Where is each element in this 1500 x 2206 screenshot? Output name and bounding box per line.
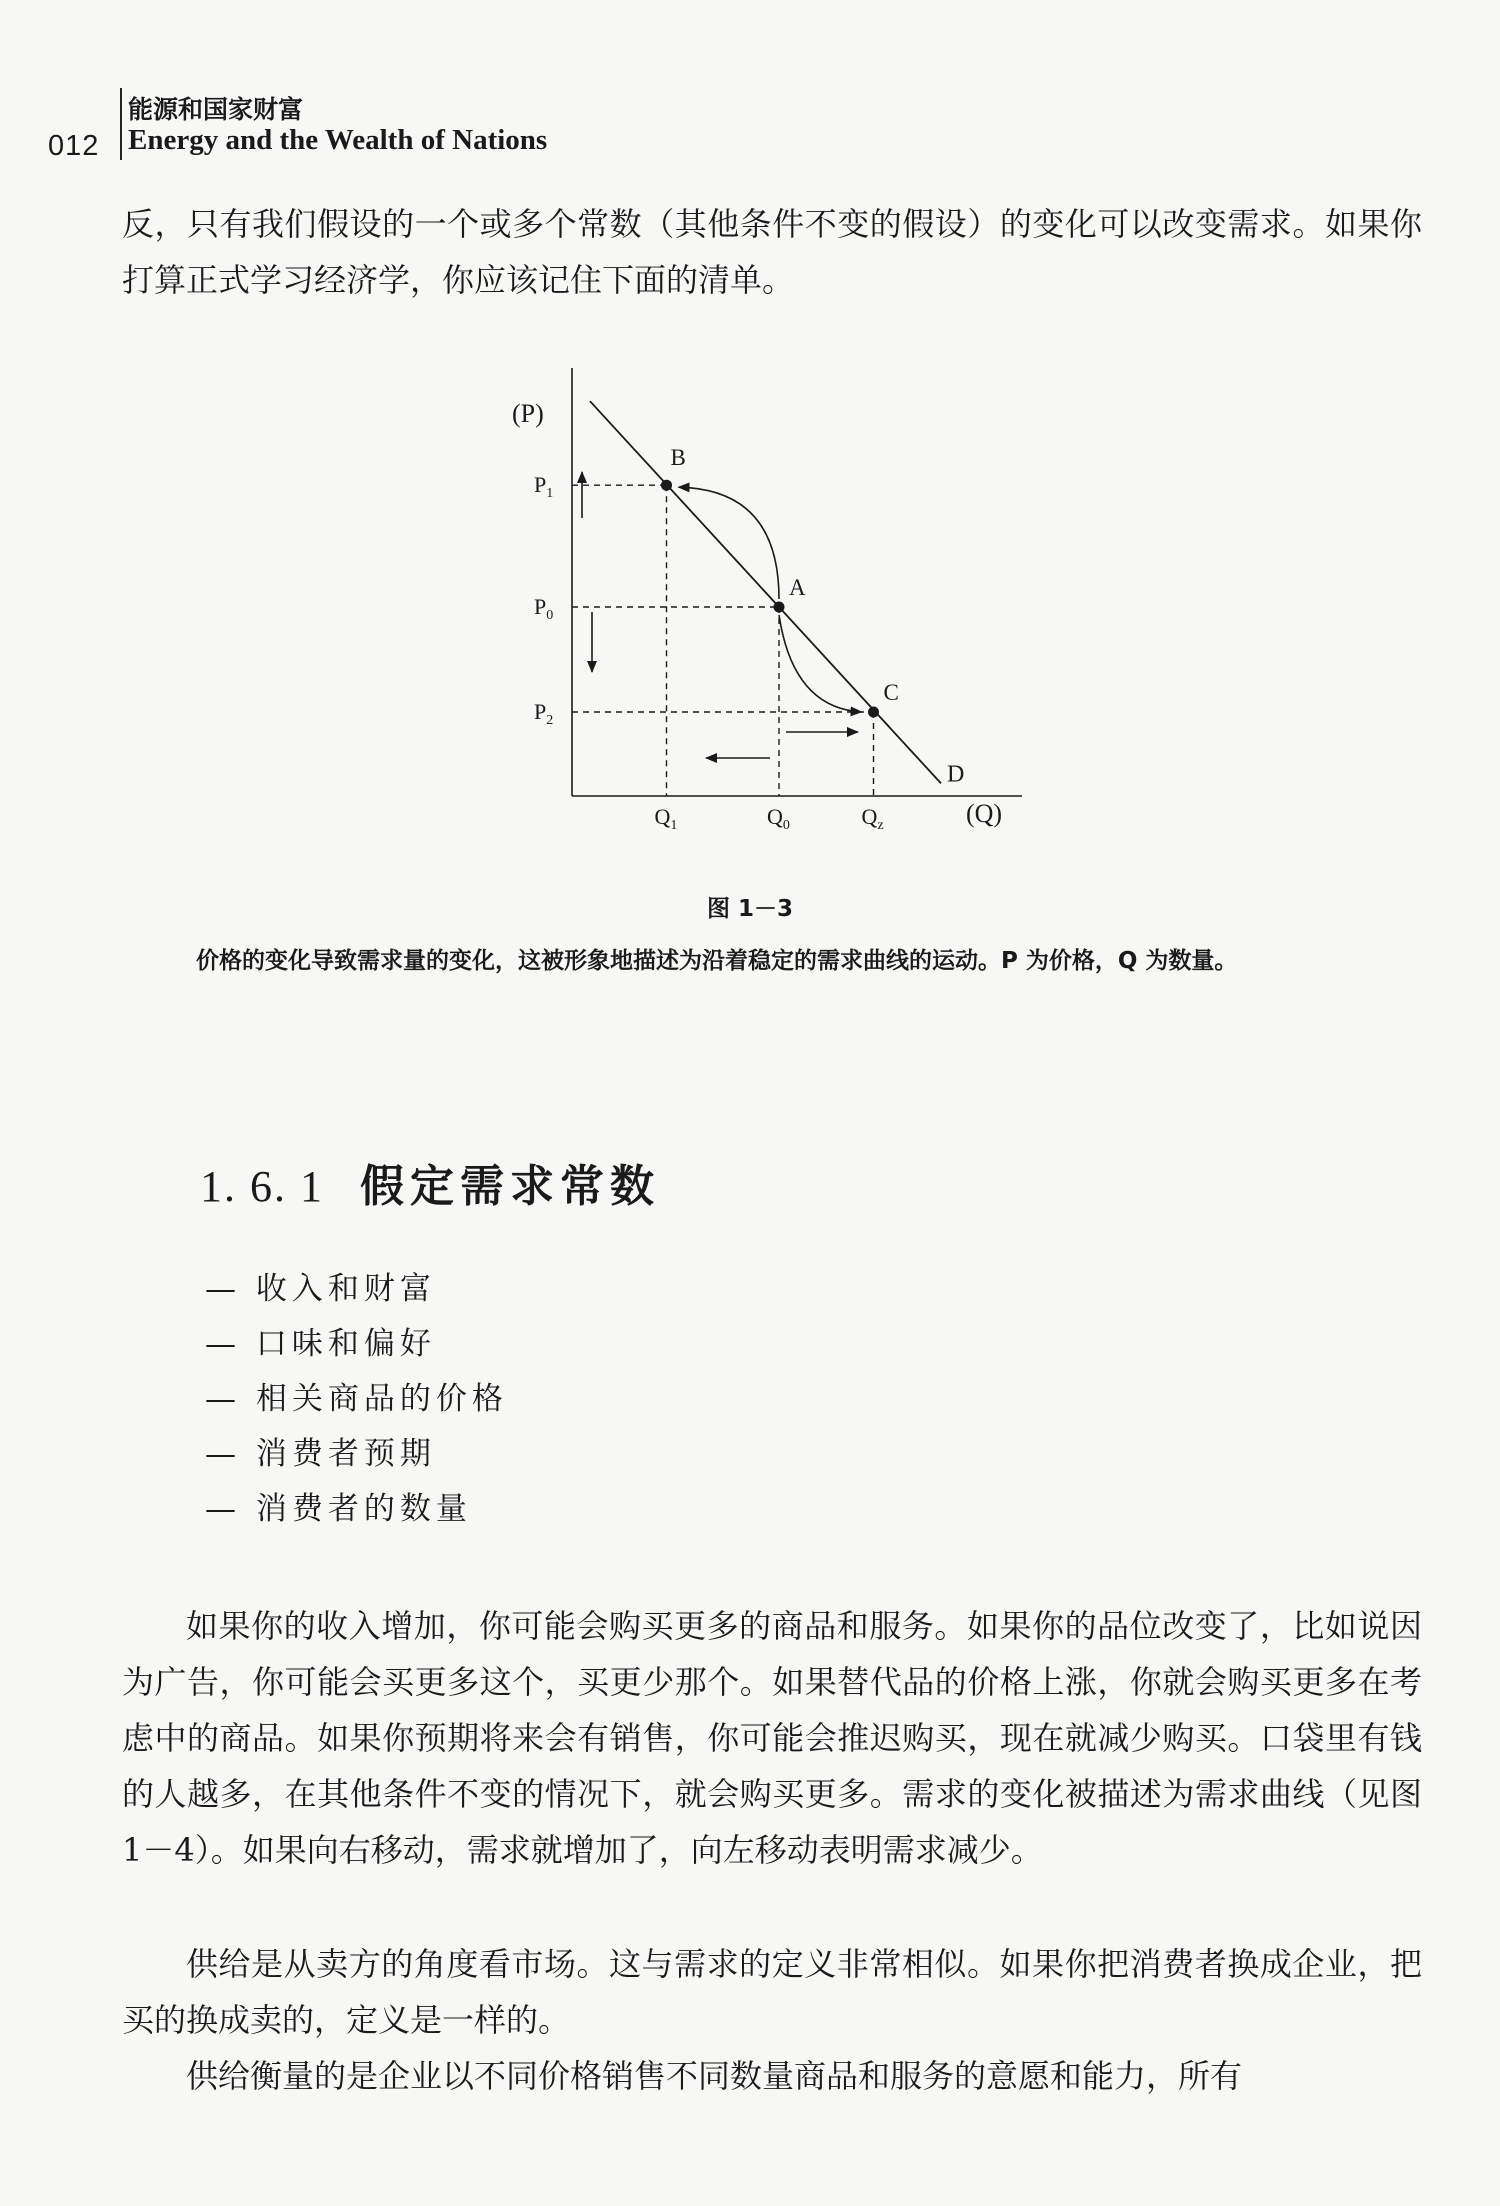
book-title-en: Energy and the Wealth of Nations	[128, 124, 548, 156]
list-item: — 相关商品的价格	[205, 1381, 508, 1417]
x-axis-label: (Q)	[966, 799, 1003, 828]
section-heading	[200, 1150, 660, 1214]
movement-arrow-a-to-b	[679, 487, 780, 599]
demand-determinants-list	[205, 1262, 508, 1537]
section-number: 1. 6. 1	[200, 1162, 324, 1211]
demand-curve-label: D	[947, 761, 965, 788]
section-title: 假定需求常数	[360, 1161, 660, 1212]
header-divider	[120, 88, 122, 160]
demand-curve-chart	[480, 360, 1040, 850]
y-axis-label: (P)	[512, 399, 544, 428]
book-title-cn: 能源和国家财富	[128, 95, 304, 124]
y-tick-label: $P_1$	[534, 472, 554, 502]
x-tick-label: $Q_0$	[767, 804, 790, 833]
figure-caption: 价格的变化导致需求量的变化，这被形象地描述为沿着稳定的需求曲线的运动。P 为价格，Q 为数量。	[196, 948, 1238, 974]
body-paragraph-supply-definition: 供给衡量的是企业以不同价格销售不同数量商品和服务的意愿和能力，所有	[186, 2057, 1243, 2095]
figure-1-3	[480, 360, 1040, 854]
list-item: — 收入和财富	[205, 1271, 436, 1307]
point-label-b: B	[670, 445, 686, 471]
x-tick-label: $Q_1$	[654, 804, 678, 833]
point-c	[868, 707, 879, 718]
point-a	[774, 602, 785, 613]
point-b	[661, 480, 672, 491]
body-paragraph-supply-intro: 供给是从卖方的角度看市场。这与需求的定义非常相似。如果你把消费者换成企业，把买的换成卖的，定义是一样的。	[122, 1945, 1422, 2039]
intro-paragraph: 反，只有我们假设的一个或多个常数（其他条件不变的假设）的变化可以改变需求。如果你打算正式学习经济学，你应该记住下面的清单。	[122, 205, 1422, 299]
y-tick-label: $P_0$	[534, 594, 554, 623]
point-label-c: C	[883, 680, 899, 705]
list-item: — 消费者的数量	[205, 1491, 472, 1527]
figure-title: 图 1－3	[706, 896, 793, 922]
demand-curve-line	[590, 401, 941, 783]
point-label-a: A	[789, 575, 806, 600]
body-paragraph-demand-shifts: 如果你的收入增加，你可能会购买更多的商品和服务。如果你的品位改变了，比如说因为广告，你可能会买更多这个，买更少那个。如果替代品的价格上涨，你就会购买更多在考虑中的商品。如果你预期将来会有销售，你可能会推迟购买，现在就减少购买。口袋里有钱的人越多，在其他条件不变的情况下，就会购买更多。需求的变化被描述为需求曲线（见图 1－4）。如果向右移动，需求就增加了，向左移动表明需求减少。	[122, 1607, 1422, 1869]
movement-arrow-a-to-c	[779, 615, 862, 712]
list-item: — 口味和偏好	[205, 1326, 436, 1362]
x-tick-label: $Q_z$	[861, 804, 884, 833]
y-tick-label: $P_2$	[534, 699, 554, 728]
page-number: 012	[48, 130, 100, 162]
list-item: — 消费者预期	[205, 1436, 436, 1472]
